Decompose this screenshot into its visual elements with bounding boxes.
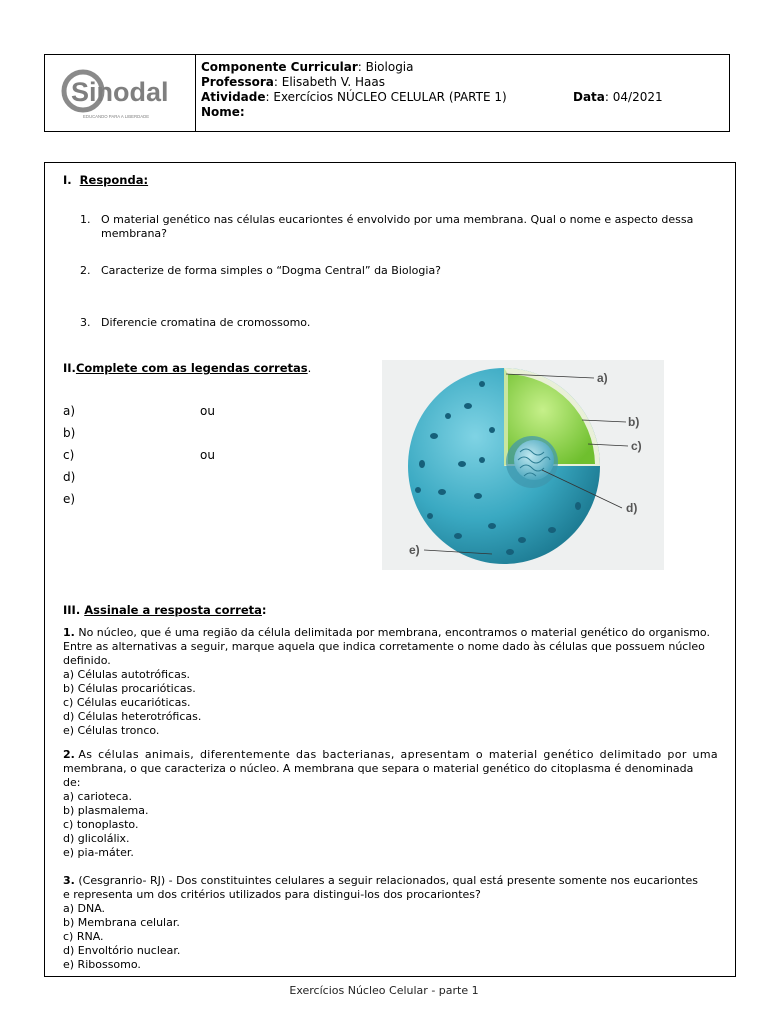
- s1-q1-number: 1.: [80, 213, 91, 226]
- section2-title-end: .: [307, 361, 312, 375]
- s3-q3-option-d: d) Envoltório nuclear.: [63, 944, 181, 957]
- s3-q1-option-b: b) Células procarióticas.: [63, 682, 196, 695]
- legend-ou-a: ou: [200, 404, 215, 418]
- s3-q2-option-d: d) glicolálix.: [63, 832, 130, 845]
- professora-label: Professora: [201, 75, 274, 89]
- date-field: [573, 90, 663, 104]
- section3-title-end: :: [261, 603, 267, 617]
- s3-q3-option-e: e) Ribossomo.: [63, 958, 141, 971]
- s3-q3-option-b: b) Membrana celular.: [63, 916, 180, 929]
- s3-question1: [63, 626, 731, 738]
- legend-item-a: a): [63, 404, 76, 418]
- s1-q2-text: Caracterize de forma simples o “Dogma Central” da Biologia?: [101, 264, 442, 277]
- section3-title: Assinale a resposta correta: [84, 603, 262, 617]
- legend-ou-c: ou: [200, 448, 215, 462]
- section2-title: Complete com as legendas corretas: [75, 361, 308, 375]
- sinodal-logo: [61, 65, 181, 123]
- atividade-label: Atividade: [201, 90, 266, 104]
- s3-q1-number: 1.: [63, 626, 75, 639]
- s3-q2-option-a: a) carioteca.: [63, 790, 132, 803]
- s3-q3-line2: e representa um dos critérios utilizados para distingui-los dos procariontes?: [63, 888, 481, 901]
- section1-number: I.: [63, 173, 72, 187]
- s1-q2-number: 2.: [80, 264, 91, 277]
- section2-heading: [63, 361, 311, 375]
- section1-heading: [63, 173, 148, 187]
- professora-value: : Elisabeth V. Haas: [273, 75, 385, 89]
- diagram-label-a: a): [597, 371, 608, 385]
- header-box: [44, 54, 730, 132]
- s1-q3-text: Diferencie cromatina de cromossomo.: [101, 316, 311, 329]
- s3-q2-number: 2.: [63, 748, 75, 761]
- nome-label: Nome:: [201, 105, 245, 119]
- s3-q3-line1: (Cesgranrio- RJ) - Dos constituintes celulares a seguir relacionados, qual está presente somente nos eucariontes: [78, 874, 698, 887]
- data-label: Data: [573, 90, 605, 104]
- s3-q2-line1: As células animais, diferentemente das bacterianas, apresentam o material genético delimitado por uma: [78, 748, 719, 761]
- s3-question3: [63, 874, 731, 972]
- s3-q3-option-a: a) DNA.: [63, 902, 106, 915]
- s1-q1-line2: membrana?: [101, 227, 167, 240]
- s1-q1-text: [101, 213, 731, 241]
- diagram-label-c: c): [631, 439, 642, 453]
- section3-heading: [63, 603, 267, 617]
- section1-title: Responda:: [79, 173, 149, 187]
- header-info: [201, 60, 507, 120]
- legend-item-c: c): [63, 448, 75, 462]
- s3-q1-option-e: e) Células tronco.: [63, 724, 160, 737]
- s3-question2: [63, 748, 731, 860]
- s3-q1-option-a: a) Células autotróficas.: [63, 668, 191, 681]
- legend-item-e: e): [63, 492, 76, 506]
- header-divider: [195, 55, 196, 131]
- s3-q1-option-d: d) Células heterotróficas.: [63, 710, 202, 723]
- s1-q1-line1: O material genético nas células eucariontes é envolvido por uma membrana. Qual o nome e aspecto dessa: [101, 213, 694, 226]
- section3-number: III.: [63, 603, 81, 617]
- diagram-label-d: d): [626, 501, 638, 515]
- componente-label: Componente Curricular: [201, 60, 358, 74]
- componente-value: : Biologia: [357, 60, 414, 74]
- s3-q2-option-c: c) tonoplasto.: [63, 818, 139, 831]
- section2-number: II.: [63, 361, 76, 375]
- s3-q2-option-b: b) plasmalema.: [63, 804, 149, 817]
- s3-q1-line1: No núcleo, que é uma região da célula delimitada por membrana, encontramos o material genético do organismo.: [78, 626, 710, 639]
- atividade-value: : Exercícios NÚCLEO CELULAR (PARTE 1): [265, 90, 507, 104]
- diagram-label-b: b): [628, 415, 640, 429]
- s3-q1-line2: Entre as alternativas a seguir, marque aquela que indica corretamente o nome dado às células que possuem núcleo: [63, 640, 705, 653]
- legend-item-b: b): [63, 426, 76, 440]
- s3-q3-option-c: c) RNA.: [63, 930, 104, 943]
- s3-q1-option-c: c) Células eucarióticas.: [63, 696, 191, 709]
- svg-text:EDUCANDO PARA A LIBERDADE: EDUCANDO PARA A LIBERDADE: [83, 114, 150, 119]
- s3-q1-line3: definido.: [63, 654, 111, 667]
- s3-q2-line3: de:: [63, 776, 81, 789]
- s3-q3-number: 3.: [63, 874, 75, 887]
- svg-text:Sinodal: Sinodal: [71, 77, 169, 107]
- s3-q2-line2: membrana, o que caracteriza o núcleo. A membrana que separa o material genético do citoplasma é denominada: [63, 762, 694, 775]
- page-footer: Exercícios Núcleo Celular - parte 1: [289, 984, 479, 997]
- data-value: : 04/2021: [604, 90, 663, 104]
- cell-diagram: [382, 360, 664, 570]
- legend-item-d: d): [63, 470, 76, 484]
- s3-q2-option-e: e) pia-máter.: [63, 846, 134, 859]
- diagram-label-e: e): [409, 543, 420, 557]
- s1-q3-number: 3.: [80, 316, 91, 329]
